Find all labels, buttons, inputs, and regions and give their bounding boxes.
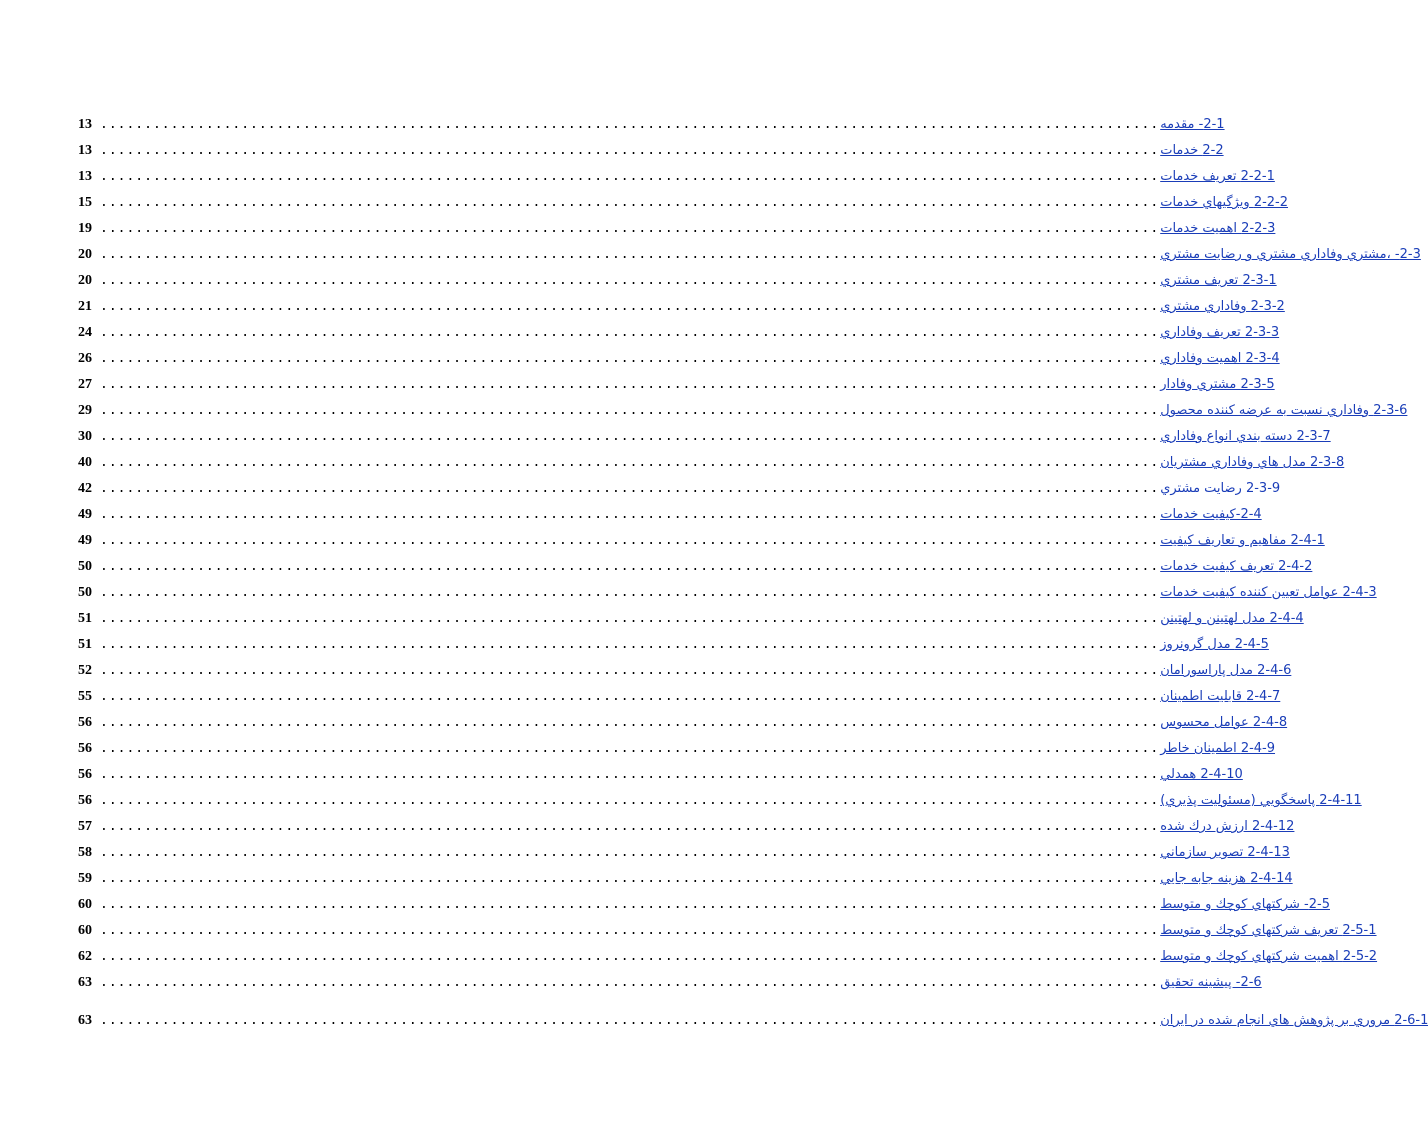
toc-entry-link[interactable]: 2-4-3 عوامل تعيين كننده كيفيت خدمات — [1160, 585, 1377, 600]
toc-leader-dots: ........................................................................................................................ — [100, 611, 1160, 626]
toc-leader-dots: ........................................................................................................................ — [100, 195, 1160, 210]
toc-entry-link[interactable]: 2-5-1 تعريف شركتهاي كوچك و متوسط — [1160, 923, 1377, 938]
toc-leader-dots: ........................................................................................................................ — [100, 325, 1160, 340]
toc-leader-dots: ........................................................................................................................ — [100, 169, 1160, 184]
toc-page-number: 20 — [78, 273, 92, 288]
toc-page-number: 63 — [78, 975, 92, 990]
toc-entry[interactable] — [78, 478, 1281, 498]
toc-page-number: 56 — [78, 741, 92, 756]
toc-leader-dots: ........................................................................................................................ — [100, 455, 1160, 470]
toc-entry[interactable] — [78, 920, 1377, 940]
toc-entry[interactable] — [78, 868, 1293, 888]
toc-entry[interactable] — [78, 452, 1345, 472]
toc-entry[interactable] — [78, 712, 1288, 732]
toc-page-number: 15 — [78, 195, 92, 210]
toc-entry[interactable] — [78, 660, 1292, 680]
toc-page-number: 13 — [78, 143, 92, 158]
toc-page-number: 50 — [78, 585, 92, 600]
toc-entry-link[interactable]: 2-3-4 اهميت وفاداري — [1160, 351, 1280, 366]
toc-entry[interactable] — [78, 426, 1331, 446]
toc-leader-dots: ........................................................................................................................ — [100, 1013, 1160, 1028]
toc-leader-dots: ........................................................................................................................ — [100, 663, 1160, 678]
toc-entry[interactable] — [78, 790, 1362, 810]
toc-leader-dots: ........................................................................................................................ — [100, 429, 1160, 444]
toc-entry-link[interactable]: 2-2-3 اهميت خدمات — [1160, 221, 1276, 236]
toc-entry-link[interactable]: 2-4-8 عوامل محسوس — [1160, 715, 1288, 730]
toc-entry-link[interactable]: 2-3-3 تعريف وفاداري — [1160, 325, 1280, 340]
toc-page-number: 58 — [78, 845, 92, 860]
toc-leader-dots: ........................................................................................................................ — [100, 585, 1160, 600]
toc-entry-link[interactable]: 2-3-1 تعريف مشتري — [1160, 273, 1277, 288]
toc-page-number: 24 — [78, 325, 92, 340]
toc-entry[interactable] — [78, 738, 1276, 758]
toc-entry[interactable] — [78, 400, 1408, 420]
toc-page-number: 29 — [78, 403, 92, 418]
toc-entry-link[interactable]: 2-1- مقدمه — [1160, 117, 1225, 132]
toc-page-number: 51 — [78, 637, 92, 652]
toc-leader-dots: ........................................................................................................................ — [100, 507, 1160, 522]
toc-leader-dots: ........................................................................................................................ — [100, 351, 1160, 366]
toc-leader-dots: ........................................................................................................................ — [100, 975, 1160, 990]
toc-entry-link[interactable]: 2-3-6 وفاداري نسبت به عرضه كننده محصول — [1160, 403, 1408, 418]
toc-leader-dots: ........................................................................................................................ — [100, 247, 1160, 262]
toc-entry[interactable] — [78, 582, 1377, 602]
toc-page-number: 49 — [78, 507, 92, 522]
toc-leader-dots: ........................................................................................................................ — [100, 377, 1160, 392]
toc-page-number: 51 — [78, 611, 92, 626]
toc-entry-link[interactable]: 2-4-10 همدلي — [1160, 767, 1243, 782]
toc-entry[interactable] — [78, 842, 1290, 862]
toc-entry-link[interactable]: 2-4-7 قابليت اطمينان — [1160, 689, 1281, 704]
toc-entry-link[interactable]: 2-5- شركتهاي كوچك و متوسط — [1160, 897, 1330, 912]
toc-entry[interactable] — [78, 556, 1313, 576]
toc-leader-dots: ........................................................................................................................ — [100, 871, 1160, 886]
toc-leader-dots: ........................................................................................................................ — [100, 273, 1160, 288]
toc-entry-link[interactable]: 2-3-5 مشتري وفادار — [1160, 377, 1275, 392]
toc-page-number: 26 — [78, 351, 92, 366]
toc-page-number: 56 — [78, 715, 92, 730]
toc-entry[interactable] — [78, 530, 1325, 550]
toc-page-number: 13 — [78, 117, 92, 132]
toc-leader-dots: ........................................................................................................................ — [100, 767, 1160, 782]
toc-entry-link[interactable]: 2-3-7 دسته بندي انواع وفاداري — [1160, 429, 1331, 444]
toc-entry[interactable] — [78, 192, 1289, 212]
toc-leader-dots: ........................................................................................................................ — [100, 715, 1160, 730]
toc-entry[interactable] — [78, 270, 1277, 290]
toc-page-number: 60 — [78, 897, 92, 912]
toc-entry-link[interactable]: 2-4-2 تعريف كيفيت خدمات — [1160, 559, 1313, 574]
toc-leader-dots: ........................................................................................................................ — [100, 559, 1160, 574]
toc-entry[interactable] — [78, 894, 1330, 914]
toc-page-number: 59 — [78, 871, 92, 886]
toc-entry[interactable] — [78, 608, 1304, 628]
toc-page-number: 56 — [78, 767, 92, 782]
toc-entry[interactable] — [78, 140, 1224, 160]
toc-page-number: 20 — [78, 247, 92, 262]
toc-entry-link[interactable]: 2-4-14 هزينه جابه جايي — [1160, 871, 1293, 886]
toc-page-number: 49 — [78, 533, 92, 548]
toc-leader-dots: ........................................................................................................................ — [100, 949, 1160, 964]
toc-entry[interactable] — [78, 816, 1295, 836]
toc-page-number: 50 — [78, 559, 92, 574]
toc-entry[interactable] — [78, 374, 1275, 394]
toc-entry-link[interactable]: 2-3-2 وفاداري مشتري — [1160, 299, 1285, 314]
toc-entry-link[interactable]: 2-4-1 مفاهيم و تعاريف كيفيت — [1160, 533, 1325, 548]
toc-entry[interactable] — [78, 348, 1280, 368]
toc-entry-link[interactable]: 2-6-1 مروري بر پژوهش هاي انجام شده در ايران — [1160, 1013, 1428, 1028]
toc-page-number: 52 — [78, 663, 92, 678]
toc-page-number: 55 — [78, 689, 92, 704]
toc-page-number: 19 — [78, 221, 92, 236]
toc-leader-dots: ........................................................................................................................ — [100, 793, 1160, 808]
toc-page-number: 56 — [78, 793, 92, 808]
toc-leader-dots: ........................................................................................................................ — [100, 819, 1160, 834]
toc-leader-dots: ........................................................................................................................ — [100, 533, 1160, 548]
toc-entry[interactable] — [78, 114, 1225, 134]
toc-page-number: 60 — [78, 923, 92, 938]
toc-entry-link[interactable]: 2-4-12 ارزش درك شده — [1160, 819, 1295, 834]
toc-entry-link[interactable]: 2-3- ،مشتري وفاداري مشتري و رضايت مشتري — [1160, 247, 1421, 262]
toc-entry-link[interactable]: 2-4-كيفيت خدمات — [1160, 507, 1262, 522]
toc-leader-dots: ........................................................................................................................ — [100, 897, 1160, 912]
toc-entry-link[interactable]: 2-4-5 مدل گرونروز — [1160, 637, 1269, 652]
toc-leader-dots: ........................................................................................................................ — [100, 845, 1160, 860]
toc-entry[interactable] — [78, 764, 1243, 784]
toc-leader-dots: ........................................................................................................................ — [100, 299, 1160, 314]
toc-entry-link[interactable]: 2-4-13 تصوير سازماني — [1160, 845, 1290, 860]
toc-page-number: 42 — [78, 481, 92, 496]
toc-entry[interactable] — [78, 946, 1378, 966]
toc-entry[interactable] — [78, 218, 1276, 238]
toc-entry-link[interactable]: 2-6- پيشينه تحقيق — [1160, 975, 1262, 990]
toc-entry[interactable] — [78, 244, 1421, 264]
toc-entry-link[interactable]: 2-5-2 اهميت شركتهاي كوچك و متوسط — [1160, 949, 1378, 964]
toc-leader-dots: ........................................................................................................................ — [100, 481, 1160, 496]
toc-entry-link[interactable]: 2-2-1 تعريف خدمات — [1160, 169, 1275, 184]
toc-leader-dots: ........................................................................................................................ — [100, 741, 1160, 756]
toc-page-number: 40 — [78, 455, 92, 470]
toc-leader-dots: ........................................................................................................................ — [100, 143, 1160, 158]
toc-entry[interactable] — [78, 322, 1280, 342]
toc-leader-dots: ........................................................................................................................ — [100, 923, 1160, 938]
toc-entry[interactable] — [78, 166, 1275, 186]
toc-entry[interactable] — [78, 634, 1269, 654]
toc-page-number: 27 — [78, 377, 92, 392]
toc-page-number: 62 — [78, 949, 92, 964]
toc-entry-link[interactable]: 2-4-4 مدل لهتينن و لهتينن — [1160, 611, 1304, 626]
toc-entry[interactable] — [78, 972, 1262, 992]
toc-entry[interactable] — [78, 1010, 1428, 1030]
toc-page-number: 57 — [78, 819, 92, 834]
toc-leader-dots: ........................................................................................................................ — [100, 637, 1160, 652]
toc-entry-link[interactable]: 2-4-6 مدل پاراسورامان — [1160, 663, 1292, 678]
toc-page-number: 21 — [78, 299, 92, 314]
toc-entry[interactable] — [78, 504, 1262, 524]
toc-entry[interactable] — [78, 686, 1281, 706]
toc-entry-link[interactable]: 2-2 خدمات — [1160, 143, 1224, 158]
toc-page-number: 13 — [78, 169, 92, 184]
toc-leader-dots: ........................................................................................................................ — [100, 689, 1160, 704]
toc-entry-link[interactable]: 2-3-9 رضايت مشتري — [1160, 481, 1281, 496]
toc-entry-link[interactable]: 2-4-9 اطمينان خاطر — [1160, 741, 1276, 756]
toc-entry[interactable] — [78, 296, 1285, 316]
toc-page-number: 30 — [78, 429, 92, 444]
toc-entry-link[interactable]: 2-3-8 مدل هاي وفاداري مشتريان — [1160, 455, 1345, 470]
toc-leader-dots: ........................................................................................................................ — [100, 221, 1160, 236]
toc-entry-link[interactable]: 2-2-2 ويژگيهاي خدمات — [1160, 195, 1289, 210]
toc-leader-dots: ........................................................................................................................ — [100, 117, 1160, 132]
toc-entry-link[interactable]: 2-4-11 پاسخگويي (مسئوليت پذيري) — [1160, 793, 1362, 808]
toc-leader-dots: ........................................................................................................................ — [100, 403, 1160, 418]
toc-page-number: 63 — [78, 1013, 92, 1028]
